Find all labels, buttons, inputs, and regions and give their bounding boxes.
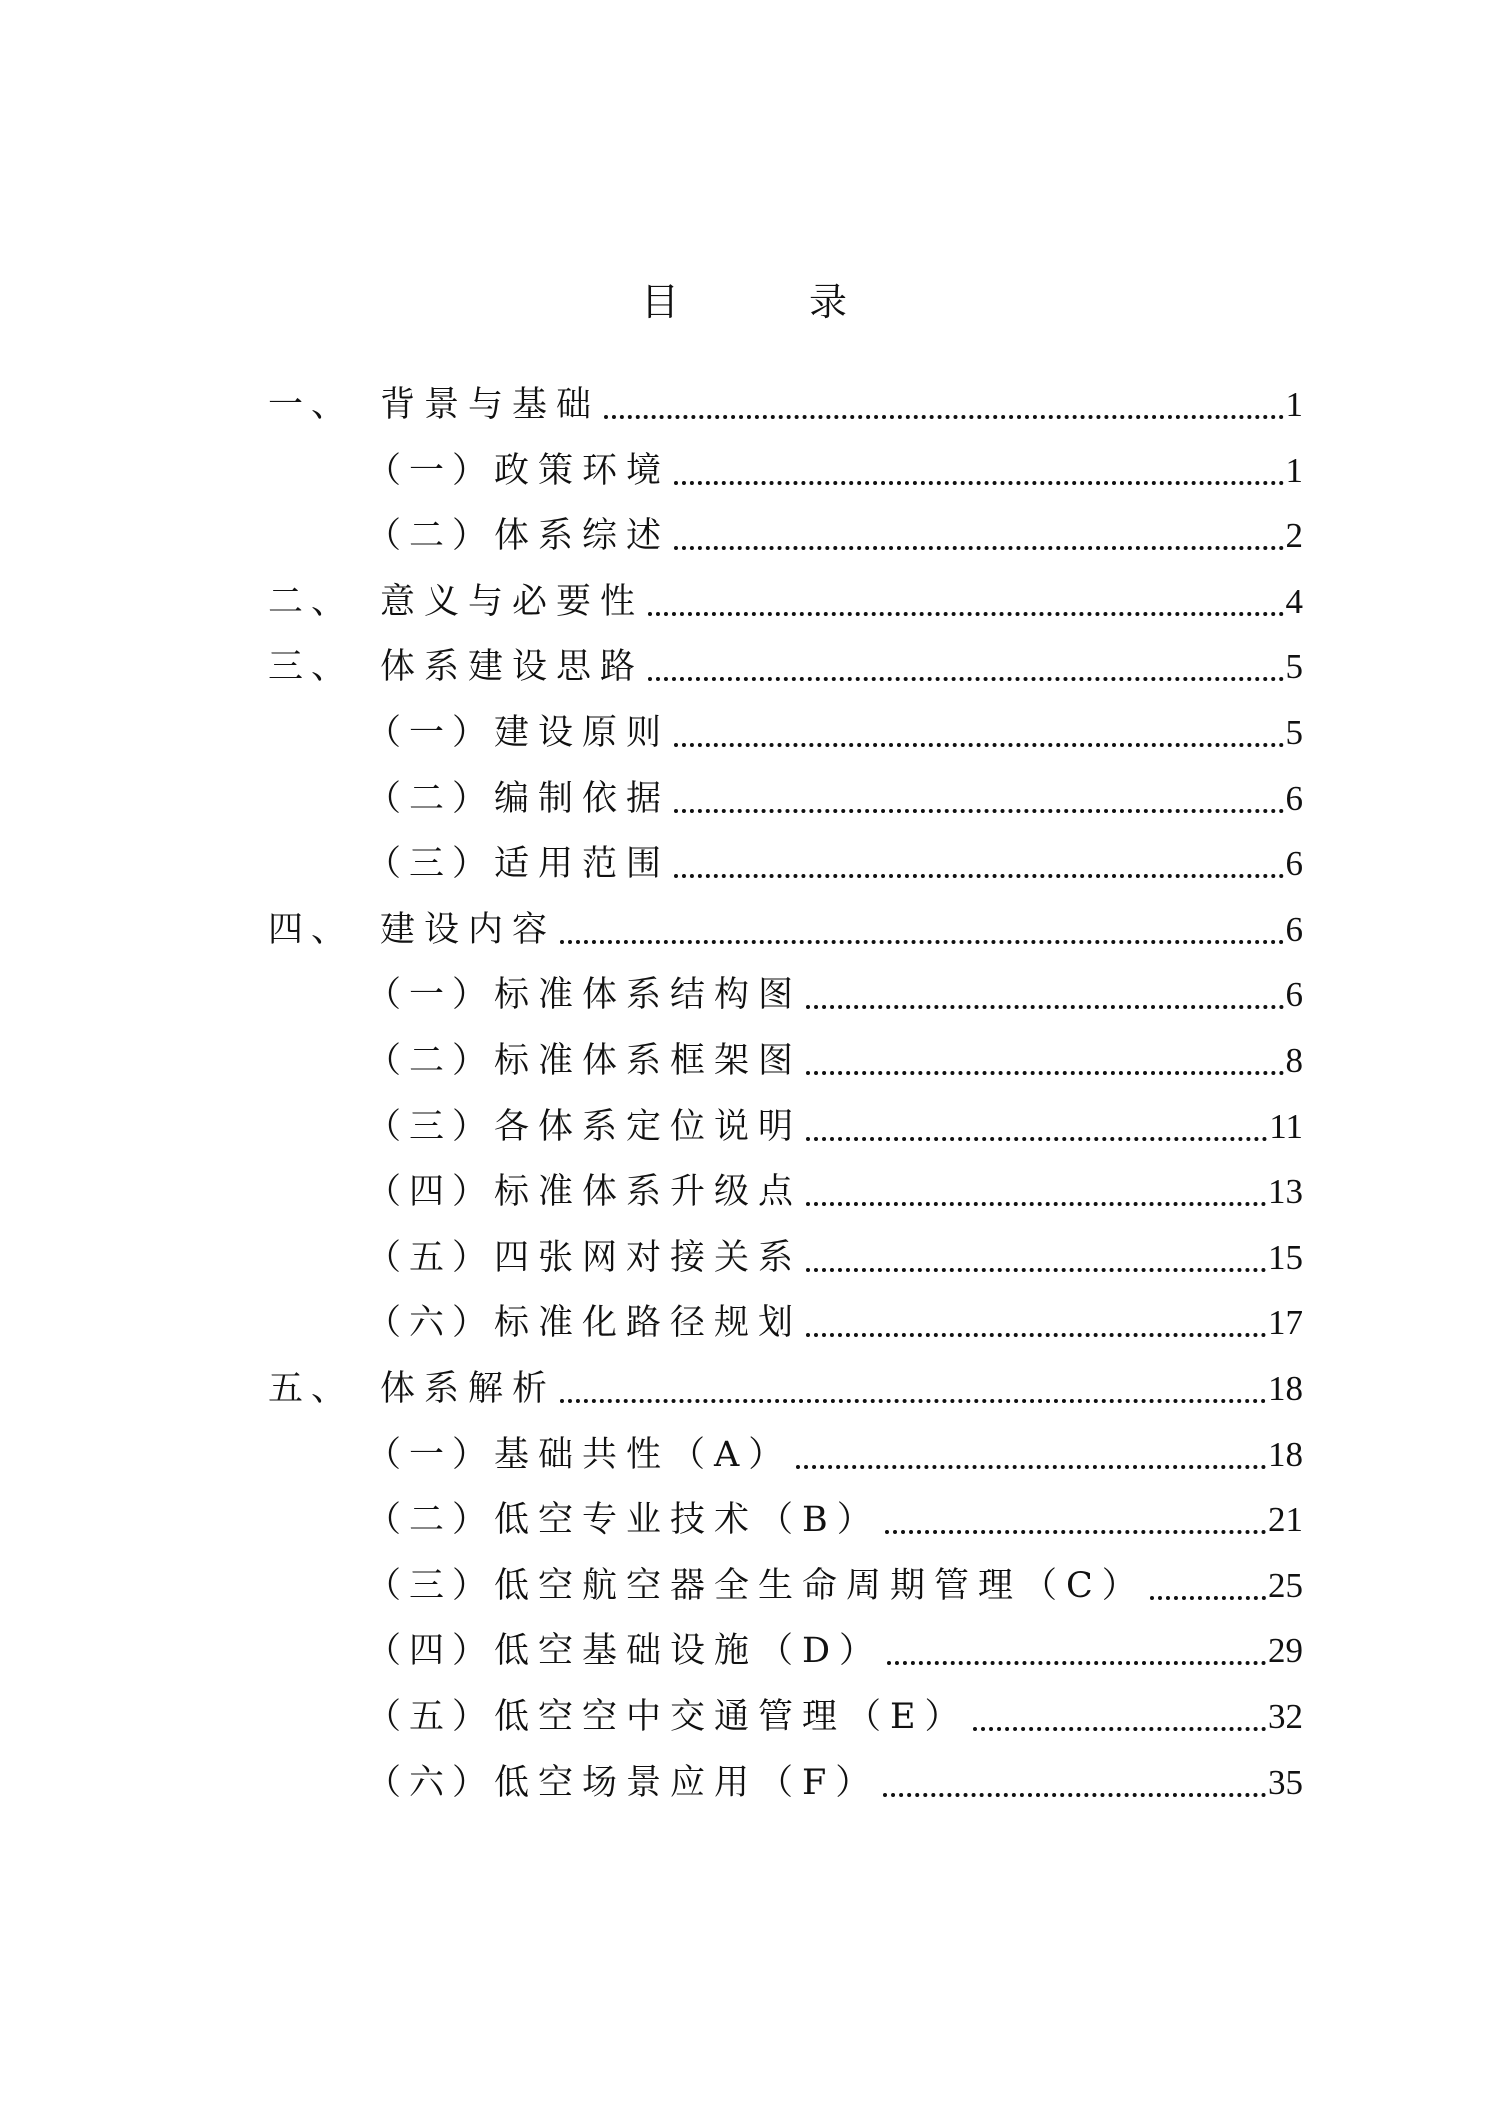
toc-dot-leader [796,1465,1266,1469]
toc-entry-page-number: 6 [1285,778,1303,818]
toc-entry-number: （二） [366,1041,496,1081]
toc-entry[interactable] [268,380,1303,430]
toc-entry-label: 低空空中交通管理（E） [494,1697,969,1737]
toc-entry-page-number: 18 [1268,1369,1303,1408]
toc-dot-leader [806,1268,1266,1272]
toc-entry[interactable] [366,1495,1303,1545]
toc-entry-label: 基础共性（A） [494,1434,793,1475]
toc-title: 目 录 [640,280,893,324]
toc-entry-label: 标准体系框架图 [494,1041,803,1081]
toc-entry-page-number: 1 [1285,450,1303,490]
toc-entry-number: 四、 [268,909,355,950]
toc-entry-number: （五） [366,1237,496,1278]
toc-entry-label: 编制依据 [494,778,671,819]
toc-entry[interactable] [366,774,1303,824]
toc-dot-leader [806,1071,1283,1075]
toc-dot-leader [885,1530,1266,1534]
toc-entry-page-number: 32 [1268,1697,1303,1736]
toc-entry-label: 体系解析 [380,1369,557,1409]
toc-entry[interactable] [366,970,1303,1020]
toc-entry[interactable] [366,1626,1303,1676]
toc-dot-leader [674,874,1283,878]
toc-entry-label: 背景与基础 [380,385,601,425]
toc-entry-page-number: 15 [1268,1237,1303,1277]
toc-entry[interactable] [366,1430,1303,1480]
toc-entry-number: （一） [366,975,496,1016]
toc-entry-label: 标准体系结构图 [494,975,803,1016]
toc-dot-leader [973,1727,1266,1731]
toc-entry-label: 建设内容 [380,909,557,950]
toc-entry-page-number: 35 [1268,1762,1303,1802]
toc-entry-number: （三） [366,1565,496,1606]
toc-entry-label: 建设原则 [494,713,671,753]
toc-entry-label: 低空航空器全生命周期管理（C） [494,1565,1146,1606]
toc-entry-label: 低空基础设施（D） [494,1631,884,1672]
toc-entry[interactable] [366,839,1303,889]
toc-dot-leader [674,743,1283,747]
toc-entry-label: 体系建设思路 [380,647,645,688]
toc-entry[interactable] [366,511,1303,561]
toc-dot-leader [883,1793,1266,1797]
toc-dot-leader [887,1661,1266,1665]
toc-entry-page-number: 2 [1285,516,1303,556]
toc-dot-leader [806,1137,1267,1141]
toc-entry-number: （一） [366,450,496,491]
toc-entry-number: （四） [366,1172,496,1213]
toc-entry-number: （一） [366,713,496,753]
toc-entry-page-number: 8 [1285,1041,1303,1080]
toc-entry[interactable] [366,446,1303,496]
toc-entry-number: 五、 [268,1369,355,1409]
toc-entry[interactable] [366,1298,1303,1348]
toc-dot-leader [674,546,1283,550]
toc-entry-page-number: 18 [1268,1434,1303,1474]
toc-entry-label: 低空专业技术（B） [494,1500,881,1541]
toc-entry-label: 政策环境 [494,450,671,491]
toc-entry-page-number: 5 [1285,647,1303,687]
toc-entry[interactable] [366,708,1303,758]
toc-entry-label: 低空场景应用（F） [494,1762,880,1803]
toc-entry-label: 标准体系升级点 [494,1172,803,1213]
toc-entry-number: （三） [366,1106,496,1147]
toc-entry[interactable] [366,1561,1303,1611]
toc-entry-number: （二） [366,778,496,819]
toc-dot-leader [674,481,1283,485]
toc-dot-leader [806,1005,1283,1009]
toc-entry[interactable] [366,1036,1303,1086]
toc-dot-leader [560,940,1283,944]
toc-entry[interactable] [366,1102,1303,1152]
toc-dot-leader [674,809,1283,813]
toc-entry-page-number: 21 [1268,1500,1303,1540]
toc-dot-leader [560,1399,1266,1403]
toc-entry[interactable] [366,1758,1303,1808]
toc-entry-number: （一） [366,1434,496,1475]
toc-entry[interactable] [366,1692,1303,1742]
toc-entry-page-number: 29 [1268,1631,1303,1671]
toc-entry-page-number: 1 [1285,385,1303,424]
toc-entry-page-number: 17 [1268,1303,1303,1343]
toc-entry-label: 四张网对接关系 [494,1237,803,1278]
toc-entry-number: （三） [366,844,496,885]
toc-entry-number: （二） [366,1500,496,1541]
toc-entry-number: 二、 [268,581,355,622]
toc-entry[interactable] [268,577,1303,627]
toc-entry-page-number: 25 [1268,1565,1303,1605]
toc-entry-page-number: 5 [1285,713,1303,752]
toc-dot-leader [604,415,1283,419]
toc-entry-number: （六） [366,1762,496,1803]
toc-entry-label: 适用范围 [494,844,671,885]
toc-entry-label: 标准化路径规划 [494,1303,803,1344]
toc-entry-number: （五） [366,1697,496,1737]
toc-entry-number: 三、 [268,647,355,688]
toc-entry-page-number: 6 [1285,909,1303,949]
toc-entry-page-number: 6 [1285,975,1303,1015]
toc-entry-page-number: 6 [1285,844,1303,884]
toc-entry-number: （二） [366,516,496,557]
toc-entry[interactable] [366,1167,1303,1217]
toc-entry-label: 意义与必要性 [380,581,645,622]
toc-entry[interactable] [366,1233,1303,1283]
toc-entry[interactable] [268,1364,1303,1414]
toc-dot-leader [806,1333,1266,1337]
toc-dot-leader [648,677,1283,681]
toc-entry-page-number: 13 [1268,1172,1303,1212]
toc-entry-label: 体系综述 [494,516,671,557]
toc-entry-number: （四） [366,1631,496,1672]
toc-entry-page-number: 4 [1285,581,1303,621]
toc-dot-leader [1150,1596,1266,1600]
toc-dot-leader [806,1202,1266,1206]
toc-entry-label: 各体系定位说明 [494,1106,803,1147]
toc-entry-number: （六） [366,1303,496,1344]
toc-entry[interactable] [268,905,1303,955]
toc-entry-page-number: 11 [1269,1106,1303,1146]
toc-entry-number: 一、 [268,385,355,425]
toc-entry[interactable] [268,642,1303,692]
toc-dot-leader [648,612,1283,616]
